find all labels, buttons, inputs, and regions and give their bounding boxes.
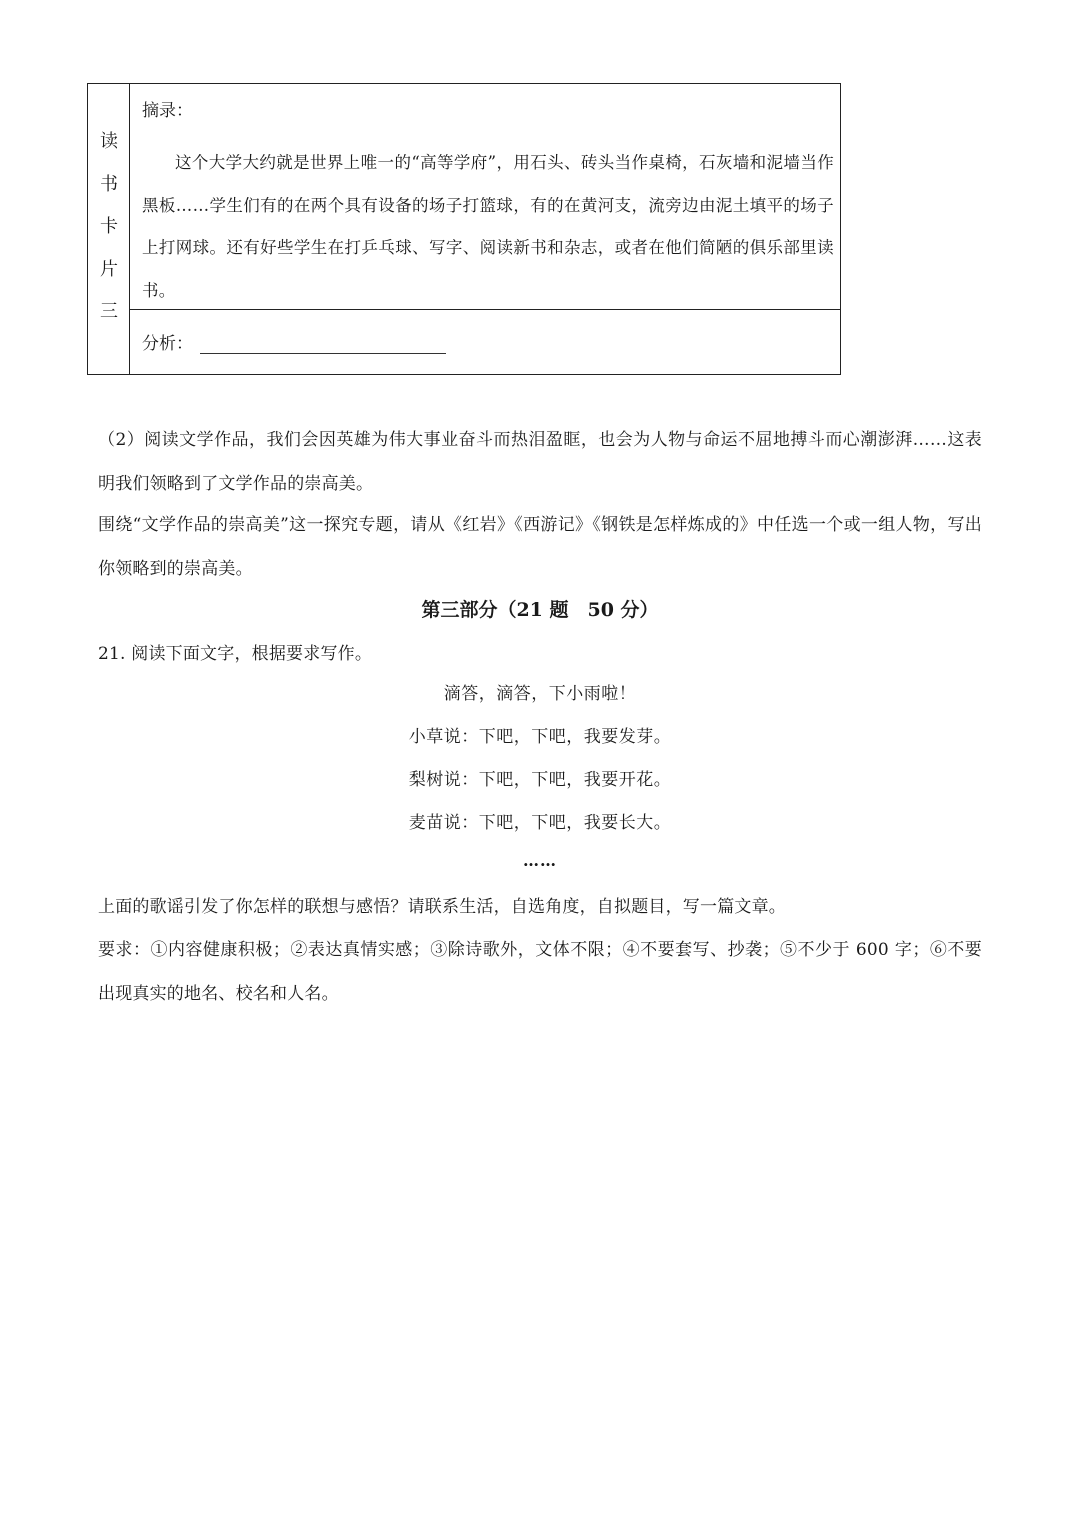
analysis-cell <box>130 310 840 374</box>
reading-card-side-label <box>88 84 130 374</box>
excerpt-label: 摘录： <box>142 101 193 121</box>
writing-prompt: 上面的歌谣引发了你怎样的联想与感悟？请联系生活，自选角度，自拟题目，写一篇文章。 <box>98 897 786 917</box>
reading-card-table <box>87 83 841 375</box>
writing-requirements: 要求：①内容健康积极；②表达真情实感；③除诗歌外，文体不限；④不要套写、抄袭；⑤不少于 600 字；⑥不要出现真实的地名、校名和人名。 <box>98 940 982 1004</box>
side-label-char: 片 <box>100 259 118 280</box>
side-label-char: 书 <box>100 174 118 195</box>
poem-line: 麦苗说：下吧，下吧，我要长大。 <box>408 813 672 833</box>
side-label-char: 三 <box>100 301 118 322</box>
poem-line: 小草说：下吧，下吧，我要发芽。 <box>408 727 672 747</box>
poem-line: 滴答，滴答，下小雨啦！ <box>443 684 637 704</box>
question-21-intro: 21. 阅读下面文字，根据要求写作。 <box>98 644 373 664</box>
question-2-paragraph-1: （2）阅读文学作品，我们会因英雄为伟大事业奋斗而热泪盈眶，也会为人物与命运不屈地搏斗而心潮澎湃……这表明我们领略到了文学作品的崇高美。 <box>98 430 982 494</box>
side-label-char: 读 <box>100 131 118 152</box>
side-label-char: 卡 <box>100 216 118 237</box>
question-2-paragraph-2: 围绕“文学作品的崇高美”这一探究专题，请从《红岩》《西游记》《钢铁是怎样炼成的》中任选一个或一组人物，写出你领略到的崇高美。 <box>98 515 982 579</box>
analysis-label: 分析： <box>142 334 193 354</box>
analysis-answer-line[interactable] <box>200 353 446 354</box>
excerpt-text: 这个大学大约就是世界上唯一的“高等学府”，用石头、砖头当作桌椅，石灰墙和泥墙当作黑板……学生们有的在两个具有设备的场子打篮球，有的在黄河支，流旁边由泥土填平的场子上打网球。还有好些学生在打乒乓球、写字、阅读新书和杂志，或者在他们简陋的俱乐部里读书。 <box>142 153 834 300</box>
poem-ellipsis: …… <box>523 851 557 870</box>
excerpt-cell <box>130 84 840 310</box>
section-heading: 第三部分（21 题 50 分） <box>421 599 659 621</box>
poem-line: 梨树说：下吧，下吧，我要开花。 <box>408 770 672 790</box>
